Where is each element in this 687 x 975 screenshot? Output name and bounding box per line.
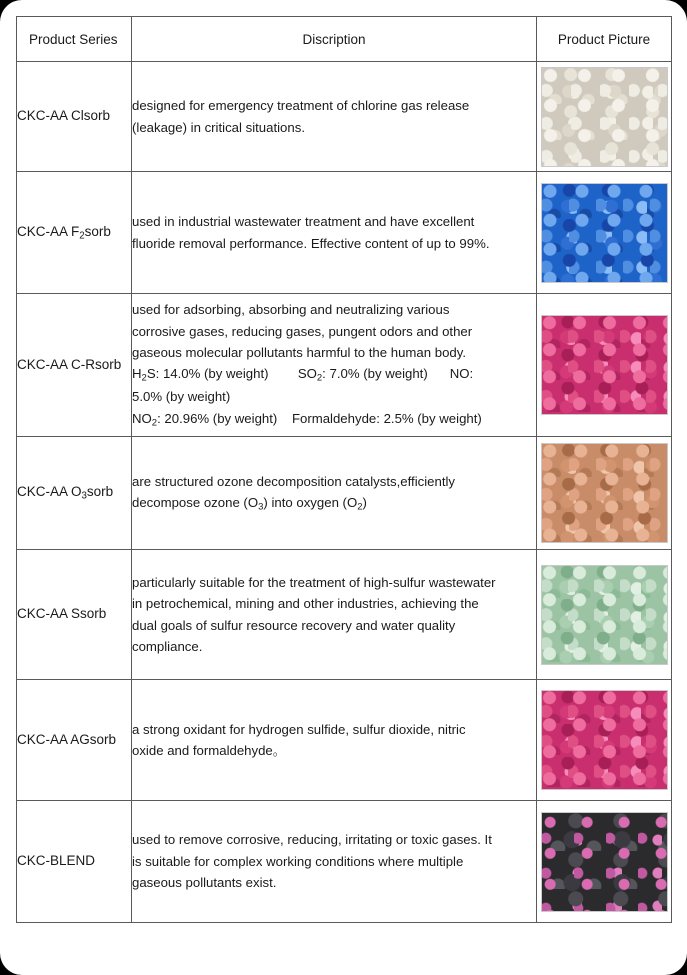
cell-description [132, 680, 537, 801]
description-line: designed for emergency treatment of chlorine gas release [132, 98, 470, 114]
product-image-magenta-granules [541, 690, 668, 790]
description-line: corrosive gases, reducing gases, pungent odors and other [132, 323, 473, 339]
column-header-description: Discription [132, 17, 537, 62]
cell-product-picture [537, 294, 672, 437]
product-image-green-granules [541, 565, 668, 665]
product-table-container [16, 16, 671, 959]
table-body [17, 62, 672, 923]
table-header-row [17, 17, 672, 62]
series-name-text: CKC-AA Clsorb [17, 108, 111, 124]
series-name-text: CKC-AA AGsorb [17, 731, 117, 747]
cell-product-series [17, 437, 132, 550]
cell-description [132, 62, 537, 172]
description-line: oxide and formaldehyde。 [132, 743, 286, 758]
cell-product-picture [537, 680, 672, 801]
description-line: used for adsorbing, absorbing and neutralizing various [132, 302, 450, 318]
description-line: gaseous molecular pollutants harmful to the human body. [132, 344, 467, 360]
description-line: compliance. [132, 638, 203, 654]
cell-product-picture [537, 62, 672, 172]
cell-description [132, 437, 537, 550]
table-row [17, 437, 672, 550]
series-name-text: CKC-AA $O_3sorb$ [17, 484, 114, 502]
description-line: are structured ozone decomposition catalysts,efficiently [132, 473, 456, 489]
cell-description [132, 172, 537, 294]
cell-product-picture [537, 437, 672, 550]
description-line: used in industrial wastewater treatment and have excellent [132, 214, 475, 230]
cell-product-picture [537, 172, 672, 294]
cell-product-picture [537, 801, 672, 923]
table-row [17, 801, 672, 923]
series-name-text: CKC-AA C-Rsorb [17, 356, 122, 372]
cell-product-series [17, 680, 132, 801]
table-header [17, 17, 672, 62]
description-line: particularly suitable for the treatment of high-sulfur wastewater [132, 574, 496, 590]
cell-product-series [17, 550, 132, 680]
product-image-blue-granules [541, 183, 668, 283]
product-image-tan-granules [541, 443, 668, 543]
column-header-product-picture: Product Picture [537, 17, 672, 62]
description-line: gaseous pollutants exist. [132, 875, 277, 891]
cell-product-picture [537, 550, 672, 680]
table-row [17, 294, 672, 437]
product-table [16, 16, 672, 923]
table-row [17, 550, 672, 680]
product-image-mixed-granules [541, 812, 668, 912]
cell-product-series [17, 62, 132, 172]
cell-product-series [17, 294, 132, 437]
description-line: a strong oxidant for hydrogen sulfide, sulfur dioxide, nitric [132, 721, 466, 737]
series-name-text: CKC-AA $F_2sorb$ [17, 223, 111, 242]
description-line: in petrochemical, mining and other industries, achieving the [132, 596, 479, 612]
description-line: decompose ozone $(O_3)$ into oxygen $(O_2)$ [132, 495, 367, 513]
series-name-text: CKC-BLEND [17, 853, 96, 869]
cell-description [132, 801, 537, 923]
spec-line: 5.0% (by weight) [132, 389, 231, 405]
description-line: (leakage) in critical situations. [132, 119, 305, 135]
series-name-text: CKC-AA Ssorb [17, 606, 107, 622]
table-row [17, 62, 672, 172]
cell-product-series [17, 172, 132, 294]
description-line: is suitable for complex working conditions where multiple [132, 853, 464, 869]
product-image-pink-granules [541, 315, 668, 415]
product-image-white-granules [541, 67, 668, 167]
spec-line: $H_2S$: 14.0% (by weight) $SO_2$: 7.0% (by weight) NO: [132, 366, 474, 384]
cell-description [132, 294, 537, 437]
description-line: dual goals of sulfur resource recovery and water quality [132, 617, 456, 633]
cell-product-series [17, 801, 132, 923]
description-line: used to remove corrosive, reducing, irritating or toxic gases. It [132, 832, 492, 848]
table-row [17, 680, 672, 801]
spec-line: $NO_2$: 20.96% (by weight) Formaldehyde: 2.5% (by weight) [132, 410, 482, 429]
description-line: fluoride removal performance. Effective content of up to 99%. [132, 235, 490, 251]
cell-description [132, 550, 537, 680]
column-header-product-series: Product Series [17, 17, 132, 62]
table-row [17, 172, 672, 294]
